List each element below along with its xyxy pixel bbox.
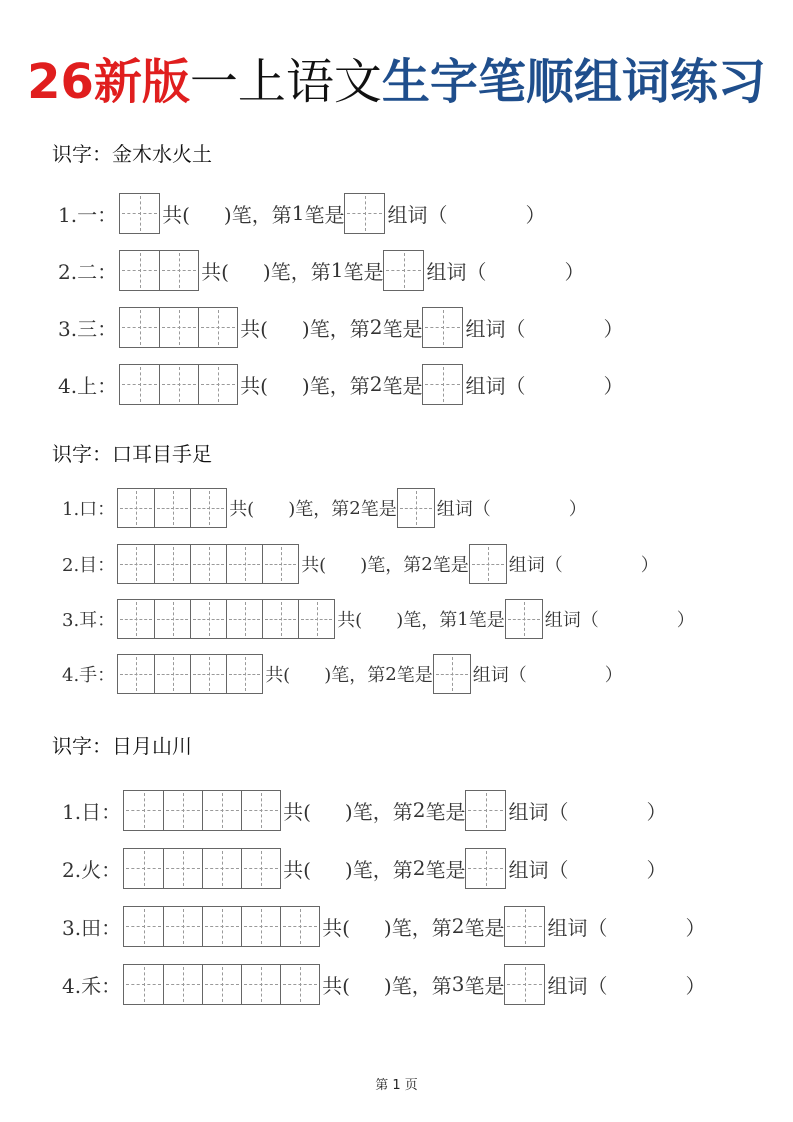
stroke-order-grid xyxy=(119,193,160,234)
exercise-row xyxy=(58,307,623,347)
writing-box[interactable] xyxy=(202,849,241,888)
stroke-is-text: 笔是 xyxy=(343,259,384,284)
exercise-row xyxy=(58,364,623,404)
writing-box[interactable] xyxy=(120,251,159,290)
stroke-order-grid xyxy=(119,307,238,348)
zuci-text: 组词（ xyxy=(508,799,569,824)
close-paren: ） xyxy=(685,973,706,998)
nth-stroke-number: 2 xyxy=(385,663,397,685)
gong-text: 共( xyxy=(322,915,350,940)
zuci-text: 组词（ xyxy=(544,610,599,631)
exercise-row xyxy=(58,250,584,290)
gong-text: 共( xyxy=(240,373,268,398)
writing-box[interactable] xyxy=(154,489,190,527)
close-paren: ） xyxy=(685,915,706,940)
writing-box[interactable] xyxy=(163,791,202,830)
close-paren: ） xyxy=(646,857,667,882)
writing-box[interactable] xyxy=(124,849,163,888)
row-label: 2.二： xyxy=(58,259,118,284)
gong-text: 共( xyxy=(283,799,311,824)
nth-stroke-number: 2 xyxy=(369,372,383,396)
zuci-text: 组词（ xyxy=(508,555,563,576)
nth-stroke-number: 2 xyxy=(349,497,361,519)
writing-box[interactable] xyxy=(280,907,319,946)
row-label: 3.田： xyxy=(62,915,122,940)
writing-box[interactable] xyxy=(226,655,262,693)
gong-text: 共( xyxy=(301,555,327,576)
nth-stroke-grid xyxy=(344,193,385,234)
gong-text: 共( xyxy=(265,665,291,686)
stroke-is-text: 笔是 xyxy=(304,202,345,227)
writing-box[interactable] xyxy=(202,791,241,830)
zuci-text: 组词（ xyxy=(547,973,608,998)
stroke-is-text: 笔是 xyxy=(382,316,423,341)
writing-box[interactable] xyxy=(398,489,434,527)
zuci-text: 组词（ xyxy=(426,259,487,284)
writing-box[interactable] xyxy=(241,965,280,1004)
writing-box[interactable] xyxy=(124,907,163,946)
close-paren: ） xyxy=(604,665,623,686)
writing-box[interactable] xyxy=(198,308,237,347)
writing-box[interactable] xyxy=(466,791,505,830)
writing-box[interactable] xyxy=(298,600,334,638)
zuci-text: 组词（ xyxy=(465,316,526,341)
close-paren: ） xyxy=(568,499,587,520)
stroke-is-text: 笔是 xyxy=(425,799,466,824)
writing-box[interactable] xyxy=(505,965,544,1004)
stroke-order-grid xyxy=(117,654,263,694)
writing-box[interactable] xyxy=(241,907,280,946)
writing-box[interactable] xyxy=(163,965,202,1004)
stroke-is-text: 笔是 xyxy=(432,555,469,576)
writing-box[interactable] xyxy=(423,308,462,347)
stroke-order-grid xyxy=(123,790,281,831)
writing-box[interactable] xyxy=(466,849,505,888)
writing-box[interactable] xyxy=(434,655,470,693)
nth-stroke-grid xyxy=(422,364,463,405)
writing-box[interactable] xyxy=(345,194,384,233)
writing-box[interactable] xyxy=(280,965,319,1004)
exercise-row xyxy=(62,655,623,693)
stroke-is-text: 笔是 xyxy=(464,973,505,998)
nth-stroke-number: 1 xyxy=(330,258,344,282)
stroke-text: )笔，第 xyxy=(344,799,413,824)
row-label: 1.口： xyxy=(62,499,116,520)
writing-box[interactable] xyxy=(154,545,190,583)
stroke-is-text: 笔是 xyxy=(396,665,433,686)
title-edition: 26新版 xyxy=(27,54,190,110)
nth-stroke-grid xyxy=(465,848,506,889)
writing-box[interactable] xyxy=(190,600,226,638)
stroke-text: )笔，第 xyxy=(288,499,350,520)
stroke-is-text: 笔是 xyxy=(382,373,423,398)
stroke-order-grid xyxy=(119,250,199,291)
stroke-order-grid xyxy=(117,488,227,528)
writing-box[interactable] xyxy=(159,251,198,290)
writing-box[interactable] xyxy=(120,194,159,233)
close-paren: ） xyxy=(603,373,624,398)
close-paren: ） xyxy=(640,555,659,576)
nth-stroke-number: 2 xyxy=(421,553,433,575)
stroke-text: )笔，第 xyxy=(383,915,452,940)
nth-stroke-number: 2 xyxy=(451,914,465,938)
writing-box[interactable] xyxy=(120,365,159,404)
exercise-row xyxy=(62,790,666,830)
writing-box[interactable] xyxy=(226,545,262,583)
nth-stroke-grid xyxy=(504,964,545,1005)
nth-stroke-number: 2 xyxy=(412,798,426,822)
nth-stroke-number: 2 xyxy=(412,856,426,880)
writing-box[interactable] xyxy=(241,849,280,888)
zuci-text: 组词（ xyxy=(508,857,569,882)
writing-box[interactable] xyxy=(384,251,423,290)
nth-stroke-grid xyxy=(397,488,435,528)
gong-text: 共( xyxy=(162,202,190,227)
section-heading: 识字：口耳目手足 xyxy=(52,442,212,466)
nth-stroke-number: 3 xyxy=(451,972,465,996)
nth-stroke-number: 2 xyxy=(369,315,383,339)
row-label: 1.日： xyxy=(62,799,122,824)
nth-stroke-grid xyxy=(433,654,471,694)
close-paren: ） xyxy=(646,799,667,824)
nth-stroke-grid xyxy=(469,544,507,584)
stroke-is-text: 笔是 xyxy=(464,915,505,940)
nth-stroke-grid xyxy=(383,250,424,291)
stroke-text: )笔，第 xyxy=(223,202,292,227)
stroke-text: )笔，第 xyxy=(360,555,422,576)
close-paren: ） xyxy=(603,316,624,341)
exercise-row xyxy=(62,545,659,583)
stroke-order-grid xyxy=(119,364,238,405)
stroke-order-grid xyxy=(117,599,335,639)
page-number: 第 1 页 xyxy=(375,1078,418,1093)
writing-box[interactable] xyxy=(262,600,298,638)
exercise-row xyxy=(62,848,666,888)
row-label: 2.目： xyxy=(62,555,116,576)
writing-box[interactable] xyxy=(505,907,544,946)
writing-box[interactable] xyxy=(198,365,237,404)
stroke-order-grid xyxy=(123,964,320,1005)
gong-text: 共( xyxy=(240,316,268,341)
exercise-row xyxy=(62,964,705,1004)
title-grade: 一上语文 xyxy=(189,54,382,110)
title-subject: 生字笔顺组词练习 xyxy=(381,54,766,110)
writing-box[interactable] xyxy=(159,308,198,347)
writing-box[interactable] xyxy=(124,791,163,830)
zuci-text: 组词（ xyxy=(436,499,491,520)
stroke-is-text: 笔是 xyxy=(360,499,397,520)
close-paren: ） xyxy=(564,259,585,284)
writing-box[interactable] xyxy=(159,365,198,404)
stroke-text: )笔，第 xyxy=(301,316,370,341)
nth-stroke-grid xyxy=(422,307,463,348)
writing-box[interactable] xyxy=(506,600,542,638)
writing-box[interactable] xyxy=(120,308,159,347)
writing-box[interactable] xyxy=(163,907,202,946)
row-label: 1.一： xyxy=(58,202,118,227)
nth-stroke-grid xyxy=(465,790,506,831)
writing-box[interactable] xyxy=(202,907,241,946)
stroke-order-grid xyxy=(117,544,299,584)
nth-stroke-number: 1 xyxy=(291,201,305,225)
section-heading: 识字：金木水火土 xyxy=(52,142,212,166)
close-paren: ） xyxy=(676,610,695,631)
row-label: 3.耳： xyxy=(62,610,116,631)
writing-box[interactable] xyxy=(154,655,190,693)
stroke-text: )笔，第 xyxy=(301,373,370,398)
writing-box[interactable] xyxy=(226,600,262,638)
stroke-order-grid xyxy=(123,906,320,947)
row-label: 4.手： xyxy=(62,665,116,686)
stroke-text: )笔，第 xyxy=(383,973,452,998)
page-title xyxy=(0,52,793,112)
stroke-text: )笔，第 xyxy=(262,259,331,284)
stroke-text: )笔，第 xyxy=(396,610,458,631)
nth-stroke-grid xyxy=(504,906,545,947)
exercise-row xyxy=(62,906,705,946)
writing-box[interactable] xyxy=(423,365,462,404)
gong-text: 共( xyxy=(322,973,350,998)
writing-box[interactable] xyxy=(118,489,154,527)
stroke-is-text: 笔是 xyxy=(468,610,505,631)
writing-box[interactable] xyxy=(262,545,298,583)
writing-box[interactable] xyxy=(118,655,154,693)
row-label: 4.上： xyxy=(58,373,118,398)
gong-text: 共( xyxy=(201,259,229,284)
gong-text: 共( xyxy=(337,610,363,631)
zuci-text: 组词（ xyxy=(547,915,608,940)
writing-box[interactable] xyxy=(190,655,226,693)
row-label: 4.禾： xyxy=(62,973,122,998)
stroke-order-grid xyxy=(123,848,281,889)
zuci-text: 组词（ xyxy=(465,373,526,398)
stroke-is-text: 笔是 xyxy=(425,857,466,882)
writing-box[interactable] xyxy=(118,600,154,638)
zuci-text: 组词（ xyxy=(472,665,527,686)
row-label: 2.火： xyxy=(62,857,122,882)
row-label: 3.三： xyxy=(58,316,118,341)
stroke-text: )笔，第 xyxy=(324,665,386,686)
writing-box[interactable] xyxy=(190,489,226,527)
writing-box[interactable] xyxy=(163,849,202,888)
exercise-row xyxy=(62,600,695,638)
gong-text: 共( xyxy=(283,857,311,882)
exercise-row xyxy=(62,489,587,527)
nth-stroke-number: 1 xyxy=(457,608,469,630)
writing-box[interactable] xyxy=(470,545,506,583)
zuci-text: 组词（ xyxy=(387,202,448,227)
writing-box[interactable] xyxy=(241,791,280,830)
nth-stroke-grid xyxy=(505,599,543,639)
gong-text: 共( xyxy=(229,499,255,520)
writing-box[interactable] xyxy=(154,600,190,638)
writing-box[interactable] xyxy=(118,545,154,583)
section-heading: 识字：日月山川 xyxy=(52,734,192,758)
writing-box[interactable] xyxy=(124,965,163,1004)
close-paren: ） xyxy=(525,202,546,227)
exercise-row xyxy=(58,193,545,233)
stroke-text: )笔，第 xyxy=(344,857,413,882)
writing-box[interactable] xyxy=(190,545,226,583)
writing-box[interactable] xyxy=(202,965,241,1004)
